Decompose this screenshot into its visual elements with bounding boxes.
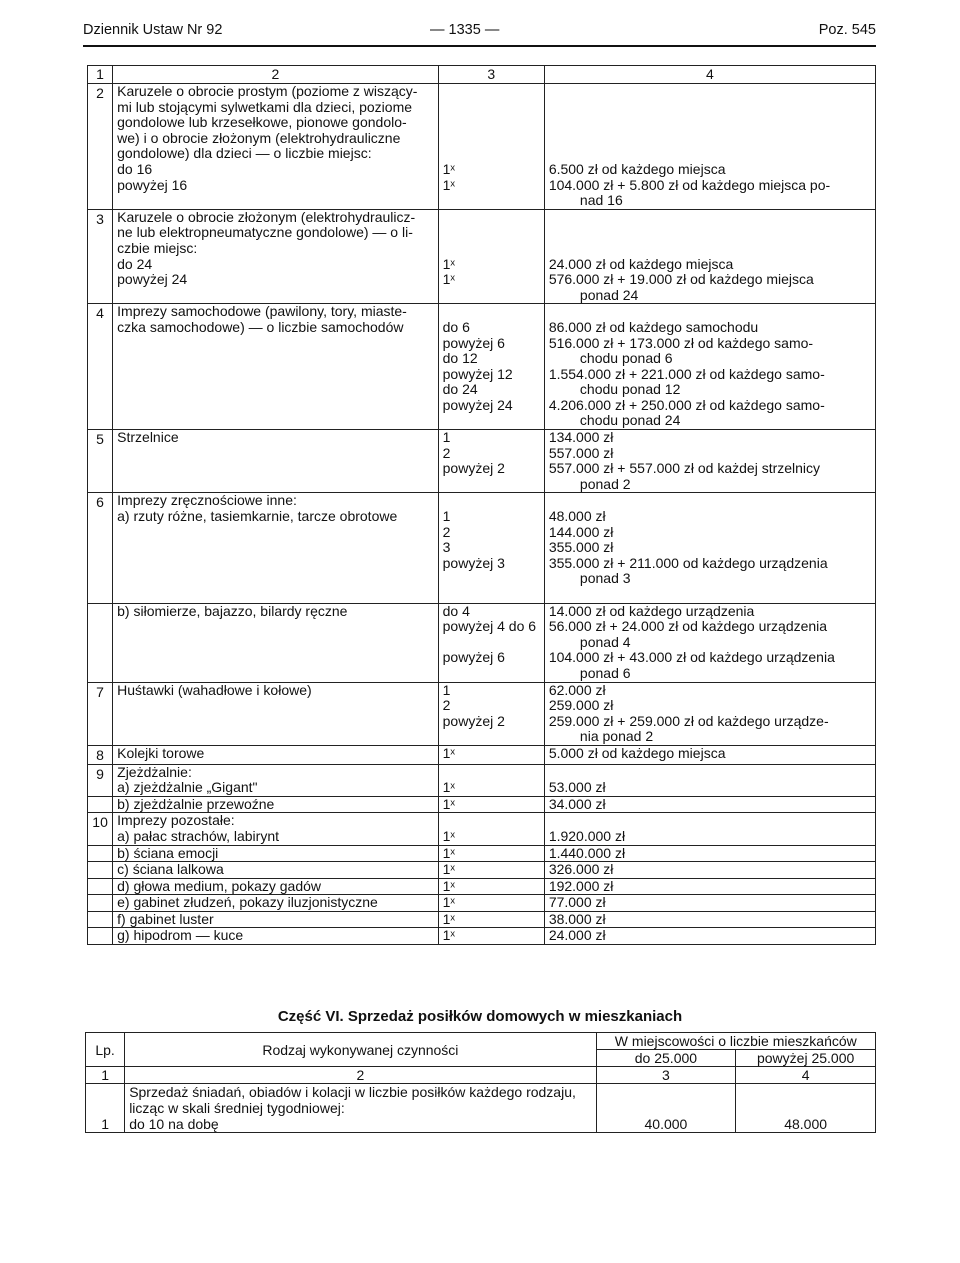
row-number [88,928,113,945]
column-numbers-row [88,66,876,84]
col-activity: Rodzaj wykonywanej czynności [125,1033,596,1067]
num-4: 4 [736,1067,876,1084]
row-number: 7 [88,682,113,745]
fee-table [87,65,876,945]
table-row [88,764,876,796]
row-description: Karuzele o obrocie złożonym (elektrohydraulicz- ne lub elektropneumatyczne gondolowe) — o li- czbie miejsc: do 24 powyżej 24 [113,209,439,304]
row-quantity: 1ˣ [438,862,544,879]
row-small: 40.000 [596,1084,736,1133]
row-description: Strzelnice [113,430,439,493]
row-number [88,878,113,895]
row-description: Huśtawki (wahadłowe i kołowe) [113,682,439,745]
num-3: 3 [596,1067,736,1084]
row-quantity: do 4 powyżej 4 do 6 powyżej 6 [438,603,544,682]
row-fee: 5.000 zł od każdego miejsca [544,745,875,764]
row-number: 8 [88,745,113,764]
col-number-3: 3 [438,66,544,84]
row-description: Kolejki torowe [113,745,439,764]
table-row [88,745,876,764]
table-row [88,813,876,845]
row-quantity: 1ˣ [438,813,544,845]
col-group: W miejscowości o liczbie mieszkańców [596,1033,875,1050]
row-quantity: 1 2 3 powyżej 3 [438,493,544,603]
row-description: c) ściana lalkowa [113,862,439,879]
row-fee: 24.000 zł [544,928,875,945]
row-number [88,603,113,682]
row-large: 48.000 [736,1084,876,1133]
row-description: b) siłomierze, bajazzo, bilardy ręczne [113,603,439,682]
row-fee: 192.000 zł [544,878,875,895]
row-fee: 34.000 zł [544,796,875,813]
row-fee: 38.000 zł [544,911,875,928]
row-description: b) zjeżdżalnie przewoźne [113,796,439,813]
table-row [88,845,876,862]
row-lp: 1 [86,1084,125,1133]
row-quantity: do 6 powyżej 6 do 12 powyżej 12 do 24 powyżej 24 [438,304,544,430]
row-number: 4 [88,304,113,430]
row-fee: 48.000 zł 144.000 zł 355.000 zł 355.000 zł + 211.000 od każdego urządzenia ponad 3 [544,493,875,603]
row-description: Karuzele o obrocie prostym (poziome z wiszący- mi lub stojącymi sylwetkami dla dzieci, poziome gondolowe lub krzesełkowe, pionowe gondolo- we) i o obrocie złożonym (elektrohydrauliczne gondolowe) dla dzieci — o liczbie miejsc: do 16 powyżej 16 [113,84,439,210]
col-number-4: 4 [544,66,875,84]
row-fee: 1.440.000 zł [544,845,875,862]
section-title: Część VI. Sprzedaż posiłków domowych w mieszkaniach [277,1008,683,1025]
row-number [88,911,113,928]
row-fee: 134.000 zł 557.000 zł 557.000 zł + 557.000 zł od każdej strzelnicy ponad 2 [544,430,875,493]
table-row [88,878,876,895]
row-number: 5 [88,430,113,493]
num-1: 1 [86,1067,125,1084]
row-quantity: 1ˣ [438,796,544,813]
position-number: Poz. 545 [818,22,876,38]
row-quantity: 1ˣ [438,745,544,764]
row-number: 6 [88,493,113,603]
table-row [88,911,876,928]
col-number-1: 1 [88,66,113,84]
row-description: Imprezy pozostałe: a) pałac strachów, labirynt [113,813,439,845]
row-activity: Sprzedaż śniadań, obiadów i kolacji w liczbie posiłków każdego rodzaju, licząc w skali średniej tygodniowej: do 10 na dobę [125,1084,596,1133]
row-quantity: 1ˣ [438,928,544,945]
row-quantity: 1ˣ [438,911,544,928]
row-fee: 53.000 zł [544,764,875,796]
row-description: b) ściana emocji [113,845,439,862]
col-large: powyżej 25.000 [736,1050,876,1067]
table-row [88,682,876,745]
col-small: do 25.000 [596,1050,736,1067]
row-quantity: 1ˣ 1ˣ [438,209,544,304]
table-row [88,895,876,912]
row-quantity: 1 2 powyżej 2 [438,682,544,745]
page-number: — 1335 — [430,22,500,38]
table-row [88,493,876,603]
row-description: Zjeżdżalnie: a) zjeżdżalnie „Gigant" [113,764,439,796]
row-fee: 62.000 zł 259.000 zł 259.000 zł + 259.000 zł od każdego urządze- nia ponad 2 [544,682,875,745]
row-number: 10 [88,813,113,845]
table-row [88,928,876,945]
row-number [88,845,113,862]
row-number [88,895,113,912]
row-description: f) gabinet luster [113,911,439,928]
row-fee: 1.920.000 zł [544,813,875,845]
header-rule [83,45,876,47]
row-fee: 77.000 zł [544,895,875,912]
table-row [88,209,876,304]
table-row [88,304,876,430]
row-number: 2 [88,84,113,210]
row-quantity: 1ˣ [438,895,544,912]
row-quantity: 1ˣ 1ˣ [438,84,544,210]
row-description: d) głowa medium, pokazy gadów [113,878,439,895]
journal-title: Dziennik Ustaw Nr 92 [83,22,223,38]
row-description: Imprezy samochodowe (pawilony, tory, miaste- czka samochodowe) — o liczbie samochodów [113,304,439,430]
row-quantity: 1 2 powyżej 2 [438,430,544,493]
col-lp: Lp. [86,1033,125,1067]
row-description: Imprezy zręcznościowe inne: a) rzuty różne, tasiemkarnie, tarcze obrotowe [113,493,439,603]
row-number [88,796,113,813]
row-description: e) gabinet złudzeń, pokazy iluzjonistyczne [113,895,439,912]
row-quantity: 1ˣ [438,764,544,796]
num-2: 2 [125,1067,596,1084]
page-header [83,22,876,44]
row-number: 9 [88,764,113,796]
row-fee: 6.500 zł od każdego miejsca 104.000 zł + 5.800 zł od każdego miejsca po- nad 16 [544,84,875,210]
row-quantity: 1ˣ [438,878,544,895]
row-number: 3 [88,209,113,304]
row-description: g) hipodrom — kuce [113,928,439,945]
row-fee: 86.000 zł od każdego samochodu 516.000 zł + 173.000 zł od każdego samo- chodu ponad 6 1.554.000 zł + 221.000 zł od każdego samo- chodu ponad 12 4.206.000 zł + 250.000 zł od każdego samo- chodu ponad 24 [544,304,875,430]
table-row [88,862,876,879]
row-fee: 24.000 zł od każdego miejsca 576.000 zł + 19.000 zł od każdego miejsca ponad 24 [544,209,875,304]
row-fee: 326.000 zł [544,862,875,879]
row-fee: 14.000 zł od każdego urządzenia 56.000 zł + 24.000 zł od każdego urządzenia ponad 4 104.000 zł + 43.000 zł od każdego urządzenia ponad 6 [544,603,875,682]
meals-table [85,1032,876,1133]
table-row [88,796,876,813]
row-number [88,862,113,879]
table-row [88,84,876,210]
table-row [88,430,876,493]
col-number-2: 2 [113,66,439,84]
table-row [88,603,876,682]
row-quantity: 1ˣ [438,845,544,862]
